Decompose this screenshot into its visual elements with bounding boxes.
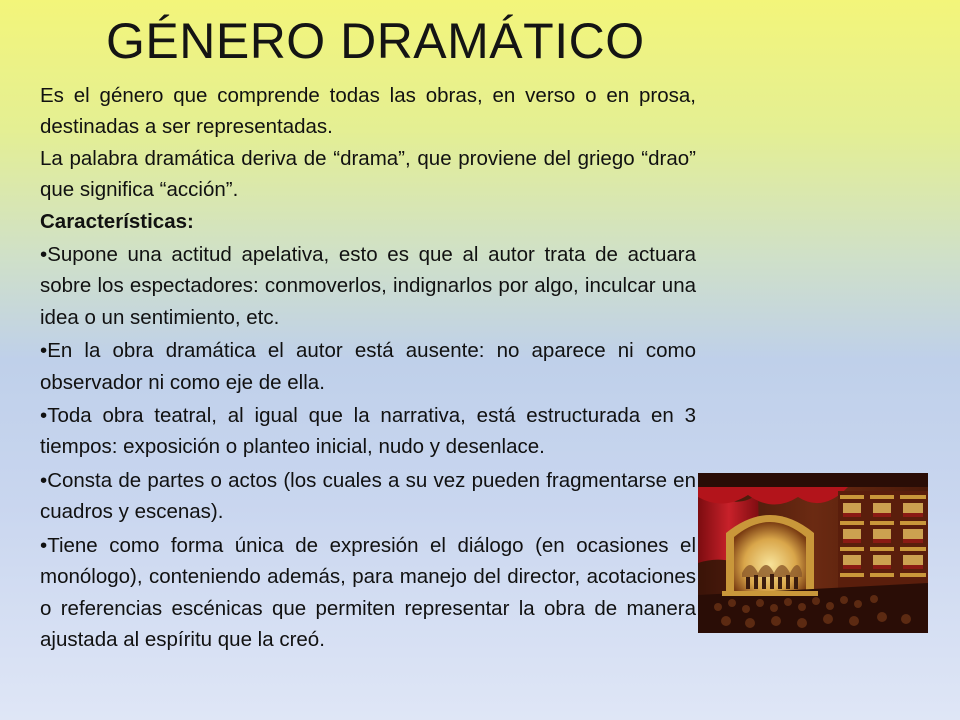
bullet-icon: • [40, 468, 48, 492]
bullet-item [40, 239, 696, 333]
bullet-item [40, 335, 696, 398]
bullet-icon: • [40, 533, 48, 557]
bullet-icon: • [40, 404, 48, 428]
bullet-text: En la obra dramática el autor está ausente: no aparece ni como observador ni como eje de ella. [40, 339, 696, 394]
theater-stage-image [698, 473, 928, 633]
slide-body [40, 80, 696, 655]
bullet-text: Consta de partes o actos (los cuales a su vez pueden fragmentarse en cuadros y escenas). [40, 468, 696, 524]
bullet-item [40, 465, 696, 528]
bullet-icon: • [40, 339, 48, 363]
bullet-text: Supone una actitud apelativa, esto es que al autor trata de actuara sobre los espectadores: conmoverlos, indignarlos por algo, inculcar una idea o un sentimiento, etc. [40, 243, 696, 329]
ceiling [698, 473, 928, 487]
bullet-item [40, 530, 696, 656]
bullet-text: Toda obra teatral, al igual que la narrativa, está estructurada en 3 tiempos: exposición o planteo inicial, nudo y desenlace. [40, 404, 696, 459]
stage-edge [722, 591, 818, 596]
bullet-item [40, 400, 696, 463]
etymology-paragraph: La palabra dramática deriva de “drama”, que proviene del griego “drao” que significa “acción”. [40, 146, 696, 202]
intro-paragraph: Es el género que comprende todas las obras, en verso o en prosa, destinadas a ser representadas. [40, 84, 696, 139]
bullet-icon: • [40, 243, 48, 267]
slide-title: GÉNERO DRAMÁTICO [106, 13, 645, 69]
bullet-text: Tiene como forma única de expresión el diálogo (en ocasiones el monólogo), conteniendo además, para manejo del director, acotaciones o referencias escénicas que permiten representar la obra de manera ajustada al espíritu que la creó. [40, 533, 696, 651]
characteristics-heading: Características: [40, 209, 194, 233]
